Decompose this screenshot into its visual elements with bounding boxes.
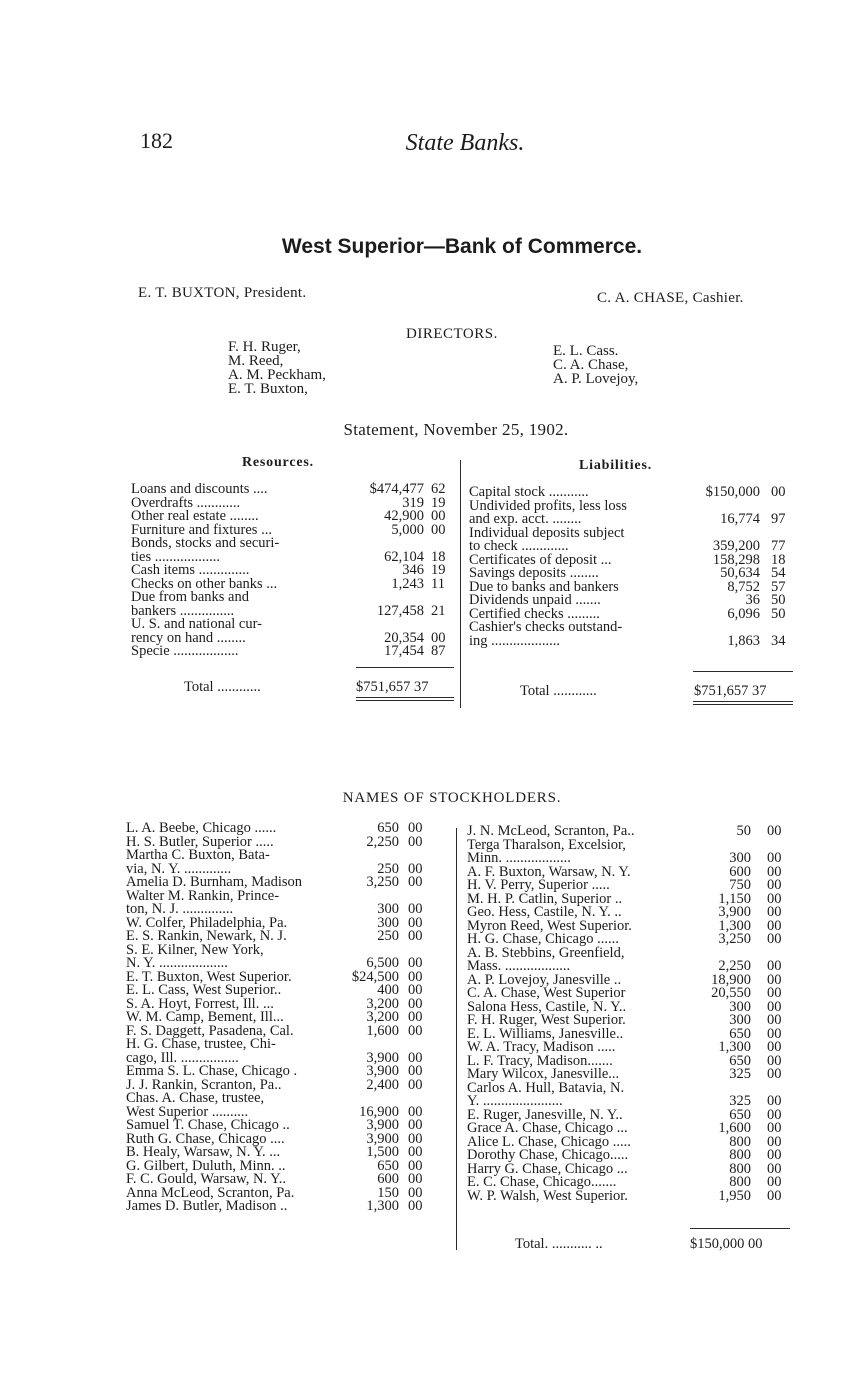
entry-label: Certified checks ......... <box>469 605 600 622</box>
entry-label: L. F. Tracy, Madison....... <box>467 1052 613 1069</box>
entry-dollars: 18,900 <box>711 971 751 988</box>
director: E. T. Buxton, <box>228 381 308 397</box>
entry-label: Specie .................. <box>131 643 239 659</box>
entry-cents: 00 <box>767 877 782 893</box>
entry-label: E. C. Chase, Chicago....... <box>467 1174 617 1190</box>
entry-dollars: 3,900 <box>366 1063 399 1079</box>
entry-cents: 00 <box>767 931 782 947</box>
entry-label: S. A. Hoyt, Forrest, Ill. ... <box>126 995 274 1012</box>
entry-label: E. S. Rankin, Newark, N. J. <box>126 928 287 944</box>
entry-label: cago, Ill. ................ <box>126 1049 239 1066</box>
director: F. H. Ruger, <box>228 339 301 355</box>
entry-cents: 00 <box>408 1049 423 1066</box>
entry-dollars: 359,200 <box>712 538 760 554</box>
entry-label: M. H. P. Catlin, Superior .. <box>467 890 623 907</box>
entry-label: Individual deposits subject <box>469 524 625 541</box>
entry-dollars: 1,950 <box>718 1187 751 1204</box>
entry-cents: 00 <box>408 1157 423 1174</box>
resources-heading: Resources. <box>242 455 314 470</box>
entry-label: W. A. Tracy, Madison ..... <box>467 1039 616 1055</box>
entry-cents: 00 <box>408 995 423 1012</box>
entry-cents: 00 <box>767 1120 782 1136</box>
entry-label: ton, N. J. .............. <box>126 901 234 917</box>
entry-dollars: $24,500 <box>351 968 399 985</box>
entry-label: Walter M. Rankin, Prince- <box>126 887 280 904</box>
director: A. M. Peckham, <box>228 367 326 383</box>
entry-dollars: 1,150 <box>718 890 751 907</box>
liabilities-list <box>469 486 799 648</box>
entry-cents: 21 <box>431 602 446 619</box>
entry-cents: 00 <box>408 982 423 998</box>
entry-label: Amelia D. Burnham, Madison <box>126 874 302 890</box>
director: M. Reed, <box>228 353 284 369</box>
entry-label: Undivided profits, less loss <box>469 497 627 514</box>
page-number: 182 <box>140 128 173 153</box>
entry-label: G. Gilbert, Duluth, Minn. .. <box>126 1157 286 1174</box>
entry-cents: 00 <box>408 820 423 836</box>
entry-cents: 00 <box>767 1160 782 1177</box>
entry-label: Cashier's checks outstand- <box>469 619 623 635</box>
entry-cents: 11 <box>431 575 445 592</box>
entry-dollars: 20,550 <box>711 985 751 1001</box>
entry-label: Loans and discounts .... <box>131 481 268 497</box>
entry-cents: 00 <box>408 1103 423 1120</box>
entry-cents: 19 <box>431 562 446 578</box>
entry-dollars: 3,900 <box>366 1130 399 1147</box>
entry-cents: 00 <box>767 863 782 880</box>
entry-label: A. F. Buxton, Warsaw, N. Y. <box>467 863 631 880</box>
entry-dollars: 300 <box>729 850 751 866</box>
entry-dollars: 150 <box>377 1184 399 1201</box>
entry-dollars: 42,900 <box>384 508 424 524</box>
entry-dollars: 650 <box>729 1025 751 1042</box>
entry-label: H. G. Chase, Chicago ...... <box>467 931 619 947</box>
total-amount: $150,000 00 <box>690 1236 763 1252</box>
bank-title: West Superior—Bank of Commerce. <box>281 235 643 258</box>
resources-list <box>131 483 461 659</box>
entry-label: rency on hand ........ <box>131 629 246 646</box>
entry-label: J. N. McLeod, Scranton, Pa.. <box>467 823 635 839</box>
entry-cents: 00 <box>408 928 423 944</box>
entry-label: Certificates of deposit ... <box>469 551 612 568</box>
entry-dollars: 1,300 <box>366 1198 399 1214</box>
entry-label: E. T. Buxton, West Superior. <box>126 968 292 985</box>
entry-dollars: 800 <box>729 1147 751 1163</box>
entry-cents: 19 <box>431 494 446 511</box>
stockholders-heading: NAMES OF STOCKHOLDERS. <box>342 790 562 806</box>
entry-label: Alice L. Chase, Chicago ..... <box>467 1133 631 1150</box>
entry-cents: 00 <box>408 1076 423 1093</box>
entry-cents: 00 <box>408 1117 423 1133</box>
entry-dollars: 319 <box>402 494 424 511</box>
entry-label: S. E. Kilner, New York, <box>126 941 264 958</box>
entry-cents: 50 <box>771 592 786 608</box>
entry-cents: 00 <box>408 1171 423 1187</box>
total-label: Total ............ <box>184 679 261 695</box>
entry-dollars: 1,863 <box>727 632 760 649</box>
entry-dollars: 250 <box>377 860 399 877</box>
entry-label: J. J. Rankin, Scranton, Pa.. <box>126 1076 282 1093</box>
entry-cents: 00 <box>767 1093 782 1109</box>
entry-dollars: 250 <box>377 928 399 944</box>
rule-line <box>693 701 793 702</box>
entry-dollars: 17,454 <box>384 643 424 659</box>
entry-dollars: 650 <box>729 1052 751 1069</box>
entry-label: F. S. Daggett, Pasadena, Cal. <box>126 1022 294 1039</box>
entry-cents: 00 <box>767 958 782 974</box>
entry-dollars: 3,250 <box>366 874 399 890</box>
entry-label: B. Healy, Warsaw, N. Y. ... <box>126 1144 281 1160</box>
entry-dollars: 300 <box>377 914 399 931</box>
entry-label: F. C. Gould, Warsaw, N. Y.. <box>126 1171 286 1187</box>
entry-cents: 00 <box>408 1198 423 1214</box>
entry-label: L. A. Beebe, Chicago ...... <box>126 820 277 836</box>
entry-label: West Superior .......... <box>126 1103 249 1120</box>
entry-cents: 00 <box>408 1184 423 1201</box>
entry-dollars: 3,900 <box>366 1049 399 1066</box>
entry-dollars: 1,243 <box>391 575 424 592</box>
entry-cents: 77 <box>771 538 786 554</box>
entry-cents: 00 <box>767 985 782 1001</box>
entry-dollars: 300 <box>729 998 751 1015</box>
entry-cents: 00 <box>767 1133 782 1150</box>
entry-label: H. V. Perry, Superior ..... <box>467 877 610 893</box>
liability-row <box>469 632 799 649</box>
entry-label: Mary Wilcox, Janesville... <box>467 1066 620 1082</box>
entry-dollars: 1,600 <box>718 1120 751 1136</box>
entry-label: Overdrafts ............ <box>131 494 241 511</box>
rule-line <box>356 700 454 701</box>
entry-dollars: 325 <box>729 1093 751 1109</box>
entry-dollars: 16,774 <box>720 511 760 527</box>
entry-dollars: 20,354 <box>384 629 424 646</box>
entry-label: Samuel T. Chase, Chicago .. <box>126 1117 290 1133</box>
entry-cents: 00 <box>408 968 423 985</box>
entry-label: to check ............. <box>469 538 569 554</box>
entry-label: Carlos A. Hull, Batavia, N. <box>467 1079 625 1096</box>
entry-label: Ruth G. Chase, Chicago .... <box>126 1130 285 1147</box>
total-amount: $751,657 37 <box>356 679 429 695</box>
entry-label: Due from banks and <box>131 589 249 605</box>
entry-cents: 18 <box>771 551 786 568</box>
entry-label: Furniture and fixtures ... <box>131 521 272 538</box>
entry-dollars: 62,104 <box>384 548 424 565</box>
entry-label: Other real estate ........ <box>131 508 259 524</box>
stockholders-left-list <box>126 822 456 1214</box>
entry-label: James D. Butler, Madison .. <box>126 1198 288 1214</box>
entry-label: A. P. Lovejoy, Janesville .. <box>467 971 622 988</box>
entry-dollars: 3,900 <box>366 1117 399 1133</box>
entry-label: Dividends unpaid ....... <box>469 592 601 608</box>
directors-heading: DIRECTORS. <box>406 326 498 342</box>
entry-dollars: 800 <box>729 1133 751 1150</box>
entry-dollars: 346 <box>402 562 424 578</box>
president: E. T. BUXTON, President. <box>138 285 307 301</box>
entry-dollars: 2,400 <box>366 1076 399 1093</box>
entry-label: Myron Reed, West Superior. <box>467 917 632 934</box>
entry-dollars: 2,250 <box>718 958 751 974</box>
entry-cents: 50 <box>771 605 786 622</box>
entry-cents: 00 <box>767 823 782 839</box>
running-title: State Banks. <box>405 130 525 156</box>
entry-dollars: 6,096 <box>727 605 760 622</box>
entry-cents: 00 <box>767 998 782 1015</box>
entry-label: E. L. Cass, West Superior.. <box>126 982 282 998</box>
entry-cents: 00 <box>767 1174 782 1190</box>
entry-dollars: 600 <box>377 1171 399 1187</box>
entry-label: Due to banks and bankers <box>469 578 619 595</box>
entry-label: via, N. Y. ............. <box>126 860 232 877</box>
entry-cents: 57 <box>771 578 786 595</box>
entry-label: W. P. Walsh, West Superior. <box>467 1187 628 1204</box>
entry-dollars: 400 <box>377 982 399 998</box>
entry-dollars: 2,250 <box>366 833 399 850</box>
director: C. A. Chase, <box>553 357 629 373</box>
entry-cents: 18 <box>431 548 446 565</box>
entry-cents: 62 <box>431 481 446 497</box>
entry-dollars: 158,298 <box>712 551 760 568</box>
entry-label: bankers ............... <box>131 602 235 619</box>
entry-dollars: $474,477 <box>369 481 424 497</box>
rule-line <box>693 671 793 672</box>
statement-date: Statement, November 25, 1902. <box>343 420 569 439</box>
entry-cents: 00 <box>431 521 446 538</box>
entry-label: H. G. Chase, trustee, Chi- <box>126 1036 276 1052</box>
entry-dollars: 1,600 <box>366 1022 399 1039</box>
entry-label: Grace A. Chase, Chicago ... <box>467 1120 628 1136</box>
entry-cents: 00 <box>408 1009 423 1025</box>
entry-cents: 97 <box>771 511 786 527</box>
entry-dollars: 650 <box>377 1157 399 1174</box>
entry-label: Savings deposits ........ <box>469 565 599 581</box>
entry-label: Y. ...................... <box>467 1093 563 1109</box>
entry-cents: 00 <box>408 901 423 917</box>
entry-cents: 00 <box>767 917 782 934</box>
resource-row <box>131 645 461 659</box>
entry-cents: 00 <box>767 1025 782 1042</box>
entry-cents: 00 <box>408 1022 423 1039</box>
entry-label: C. A. Chase, West Superior <box>467 985 626 1001</box>
entry-label: and exp. acct. ........ <box>469 511 582 527</box>
entry-label: U. S. and national cur- <box>131 616 262 632</box>
entry-cents: 00 <box>767 1039 782 1055</box>
rule-line <box>693 704 793 705</box>
entry-dollars: 650 <box>729 1106 751 1123</box>
entry-label: H. S. Butler, Superior ..... <box>126 833 274 850</box>
entry-cents: 00 <box>408 833 423 850</box>
entry-label: Geo. Hess, Castile, N. Y. .. <box>467 904 622 920</box>
entry-dollars: $150,000 <box>705 484 760 500</box>
entry-dollars: 6,500 <box>366 955 399 971</box>
entry-dollars: 16,900 <box>359 1103 399 1120</box>
entry-cents: 00 <box>408 955 423 971</box>
entry-cents: 00 <box>767 971 782 988</box>
entry-dollars: 50 <box>736 823 751 839</box>
entry-label: E. Ruger, Janesville, N. Y.. <box>467 1106 623 1123</box>
entry-dollars: 5,000 <box>391 521 424 538</box>
entry-cents: 00 <box>767 890 782 907</box>
entry-dollars: 36 <box>745 592 760 608</box>
director: E. L. Cass. <box>553 343 619 359</box>
entry-dollars: 300 <box>729 1012 751 1028</box>
entry-cents: 00 <box>767 850 782 866</box>
entry-label: W. Colfer, Philadelphia, Pa. <box>126 914 288 931</box>
total-label: Total ............ <box>520 683 597 699</box>
entry-cents: 00 <box>767 1147 782 1163</box>
entry-label: Capital stock ........... <box>469 484 589 500</box>
entry-cents: 00 <box>408 1130 423 1147</box>
rule-line <box>356 697 454 698</box>
entry-dollars: 1,300 <box>718 917 751 934</box>
entry-dollars: 600 <box>729 863 751 880</box>
entry-dollars: 1,300 <box>718 1039 751 1055</box>
stockholder-row <box>467 1187 797 1204</box>
entry-label: N. Y. ................... <box>126 955 228 971</box>
entry-dollars: 3,200 <box>366 1009 399 1025</box>
total-label: Total. ........... .. <box>515 1236 603 1252</box>
entry-cents: 00 <box>767 1052 782 1069</box>
entry-cents: 34 <box>771 632 786 649</box>
entry-cents: 00 <box>408 860 423 877</box>
entry-cents: 00 <box>408 1144 423 1160</box>
total-amount: $751,657 37 <box>694 683 767 699</box>
entry-cents: 00 <box>767 1066 782 1082</box>
entry-dollars: 800 <box>729 1174 751 1190</box>
entry-dollars: 750 <box>729 877 751 893</box>
entry-label: Chas. A. Chase, trustee, <box>126 1090 265 1106</box>
stockholders-right-list <box>467 825 797 1203</box>
entry-label: Emma S. L. Chase, Chicago . <box>126 1063 298 1079</box>
entry-cents: 54 <box>771 565 786 581</box>
entry-label: Harry G. Chase, Chicago ... <box>467 1160 628 1177</box>
entry-label: Checks on other banks ... <box>131 575 278 592</box>
entry-cents: 00 <box>771 484 786 500</box>
liabilities-heading: Liabilities. <box>579 458 652 473</box>
entry-dollars: 127,458 <box>376 602 424 619</box>
entry-label: ing ................... <box>469 632 561 649</box>
entry-dollars: 3,900 <box>718 904 751 920</box>
directors-right <box>553 344 638 386</box>
entry-label: Minn. .................. <box>467 850 571 866</box>
director: A. P. Lovejoy, <box>553 371 639 387</box>
entry-cents: 00 <box>408 874 423 890</box>
directors-left <box>228 340 326 396</box>
entry-label: Salona Hess, Castile, N. Y.. <box>467 998 627 1015</box>
entry-cents: 00 <box>431 508 446 524</box>
entry-label: Martha C. Buxton, Bata- <box>126 847 270 863</box>
rule-line <box>690 1228 790 1229</box>
entry-cents: 00 <box>767 904 782 920</box>
entry-label: ties .................. <box>131 548 221 565</box>
entry-cents: 00 <box>408 1063 423 1079</box>
entry-dollars: 1,500 <box>366 1144 399 1160</box>
entry-label: Cash items .............. <box>131 562 250 578</box>
entry-cents: 87 <box>431 643 446 659</box>
rule-line <box>356 667 454 668</box>
entry-dollars: 8,752 <box>727 578 760 595</box>
entry-cents: 00 <box>767 1012 782 1028</box>
entry-dollars: 300 <box>377 901 399 917</box>
entry-dollars: 3,250 <box>718 931 751 947</box>
entry-label: F. H. Ruger, West Superior. <box>467 1012 626 1028</box>
entry-cents: 00 <box>431 629 446 646</box>
entry-label: A. B. Stebbins, Greenfield, <box>467 944 625 961</box>
entry-dollars: 800 <box>729 1160 751 1177</box>
entry-label: Dorothy Chase, Chicago..... <box>467 1147 629 1163</box>
entry-cents: 00 <box>767 1106 782 1123</box>
entry-dollars: 650 <box>377 820 399 836</box>
stockholder-row <box>126 1200 456 1214</box>
entry-label: Anna McLeod, Scranton, Pa. <box>126 1184 295 1201</box>
entry-label: W. M. Camp, Bement, Ill... <box>126 1009 284 1025</box>
entry-dollars: 3,200 <box>366 995 399 1012</box>
entry-label: Terga Tharalson, Excelsior, <box>467 836 626 853</box>
entry-cents: 00 <box>767 1187 782 1204</box>
entry-label: Bonds, stocks and securi- <box>131 535 280 551</box>
entry-dollars: 325 <box>729 1066 751 1082</box>
column-divider <box>456 828 457 1250</box>
entry-dollars: 50,634 <box>720 565 760 581</box>
entry-label: E. L. Williams, Janesville.. <box>467 1025 624 1042</box>
cashier: C. A. CHASE, Cashier. <box>597 290 744 306</box>
entry-cents: 00 <box>408 914 423 931</box>
entry-label: Mass. .................. <box>467 958 571 974</box>
